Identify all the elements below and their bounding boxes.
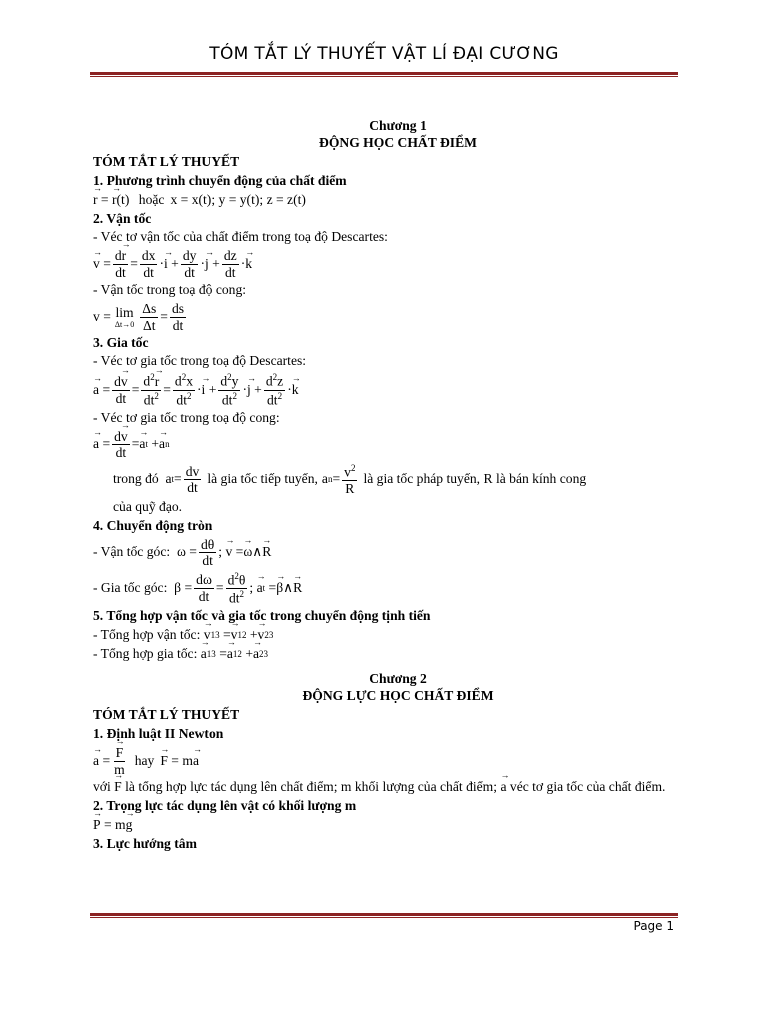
page-number: Page 1 [633,919,674,933]
chapter-2-title: ĐỘNG LỰC HỌC CHẤT ĐIỂM [302,688,494,704]
velocity-desc-1: - Véc tơ vận tốc của chất điểm trong toạ độ Descartes: [93,228,388,244]
section-2-heading: 2. Vận tốc [93,210,152,226]
newton-desc-1: là tổng hợp lực tác dụng lên chất điểm; m khối lượng của chất điểm; [125,779,498,795]
newton-second-law: → a = → $\frac{F}{m}$ hay → F = m → a [93,745,703,777]
angular-velocity-label: - Vận tốc góc: [93,544,171,560]
accel-formula-cartesian: → a = $\frac{d\to v}{dt}$ = $\frac{d^2\to r}{dt^2}$ = $\frac{d^2x}{dt^2}$ · → i + $\frac{d^2y}{dt^2}$ · → j + $\frac{d^2z}{dt^2}$ · → k [93,372,703,407]
page-header-title: TÓM TẮT LÝ THUYẾT VẬT LÍ ĐẠI CƯƠNG [209,44,559,64]
newton-desc-3: của chất điểm. [586,779,666,795]
header-rule [90,72,678,77]
hoac-text: hoặc [138,191,165,207]
velocity-desc-2: - Vận tốc trong toạ độ cong: [93,282,247,298]
section-4-heading: 4. Chuyển động tròn [93,517,213,533]
hay-text: hay [134,752,155,768]
gravity-formula: → P = m → g [93,817,703,834]
ch2-section-1-heading: 1. Định luật II Newton [93,726,224,742]
trong-do-text: trong đó [113,471,159,487]
chapter-1-summary: TÓM TẮT LÝ THUYẾT [93,153,240,169]
newton-desc-2: véc tơ gia tốc [509,779,584,795]
motion-equation: → r = → r(t) hoặc x = x(t); y = y(t); z = z(t) [93,192,703,209]
chapter-1-title: ĐỘNG HỌC CHẤT ĐIỂM [319,134,477,150]
document-body [93,118,703,853]
velocity-sum-label: - Tổng hợp vận tốc: [93,627,201,643]
newton-desc: với → F là tổng hợp lực tác dụng lên chất điểm; m khối lượng của chất điểm; → a véc tơ gia tốc của chất điểm. [93,779,703,796]
section-5-heading: 5. Tổng hợp vận tốc và gia tốc trong chuyển động tịnh tiến [93,608,431,624]
accel-sum: - Tổng hợp gia tốc: → a 13 = → a 12 + → a 23 [93,646,703,663]
accel-components: trong đó a t = $\frac{dv}{dt}$ là gia tốc tiếp tuyến, a n = $\frac{v^2}{R}$ là gia tốc pháp tuyến, R là bán kính cong [113,462,587,497]
tiep-tuyen-text: là gia tốc tiếp tuyến, [207,471,318,487]
chapter-2-label: Chương 2 [369,671,427,687]
voi-text: với [93,779,111,795]
accel-desc-2: - Véc tơ gia tốc trong toạ độ cong: [93,409,280,425]
accel-desc-1: - Véc tơ gia tốc trong toạ độ Descartes: [93,353,307,369]
quy-dao-text: của quỹ đạo. [113,498,183,514]
accel-sum-label: - Tổng hợp gia tốc: [93,646,198,662]
angular-accel: - Gia tốc góc: β = $\frac{d\omega}{dt}$ = $\frac{d^2\theta}{dt^2}$ ; → a t = → β ∧ → R [93,571,703,606]
ch2-section-2-heading: 2. Trọng lực tác dụng lên vật có khối lượng m [93,798,357,814]
accel-formula-curvilinear: → a = $\frac{d\to v}{dt}$ = → a t + → a n [93,429,703,461]
ch2-section-3-heading: 3. Lực hướng tâm [93,836,197,852]
chapter-2-summary: TÓM TẮT LÝ THUYẾT [93,707,240,723]
angular-velocity: - Vận tốc góc: ω = $\frac{d\theta}{dt}$ ; → v = → ω ∧ → R [93,537,703,569]
footer-rule [90,913,678,918]
velocity-formula-curvilinear: v = lim Δt→0 $\frac{\Delta s}{\Delta t}$ = $\frac{ds}{dt}$ [93,301,185,333]
section-3-heading: 3. Gia tốc [93,335,149,351]
velocity-formula-cartesian: → v = $\frac{d\to r}{dt}$ = $\frac{dx}{dt}$ · → i + $\frac{dy}{dt}$ · → j + $\frac{dz}{dt}$ · → k [93,248,703,280]
phap-tuyen-text: là gia tốc pháp tuyến, R là bán kính cong [363,471,587,487]
chapter-1-label: Chương 1 [369,118,427,133]
angular-accel-label: - Gia tốc góc: [93,580,168,596]
section-1-heading: 1. Phương trình chuyển động của chất điểm [93,172,347,188]
velocity-sum: - Tổng hợp vận tốc: → v 13 = → v 12 + → v 23 [93,627,703,644]
